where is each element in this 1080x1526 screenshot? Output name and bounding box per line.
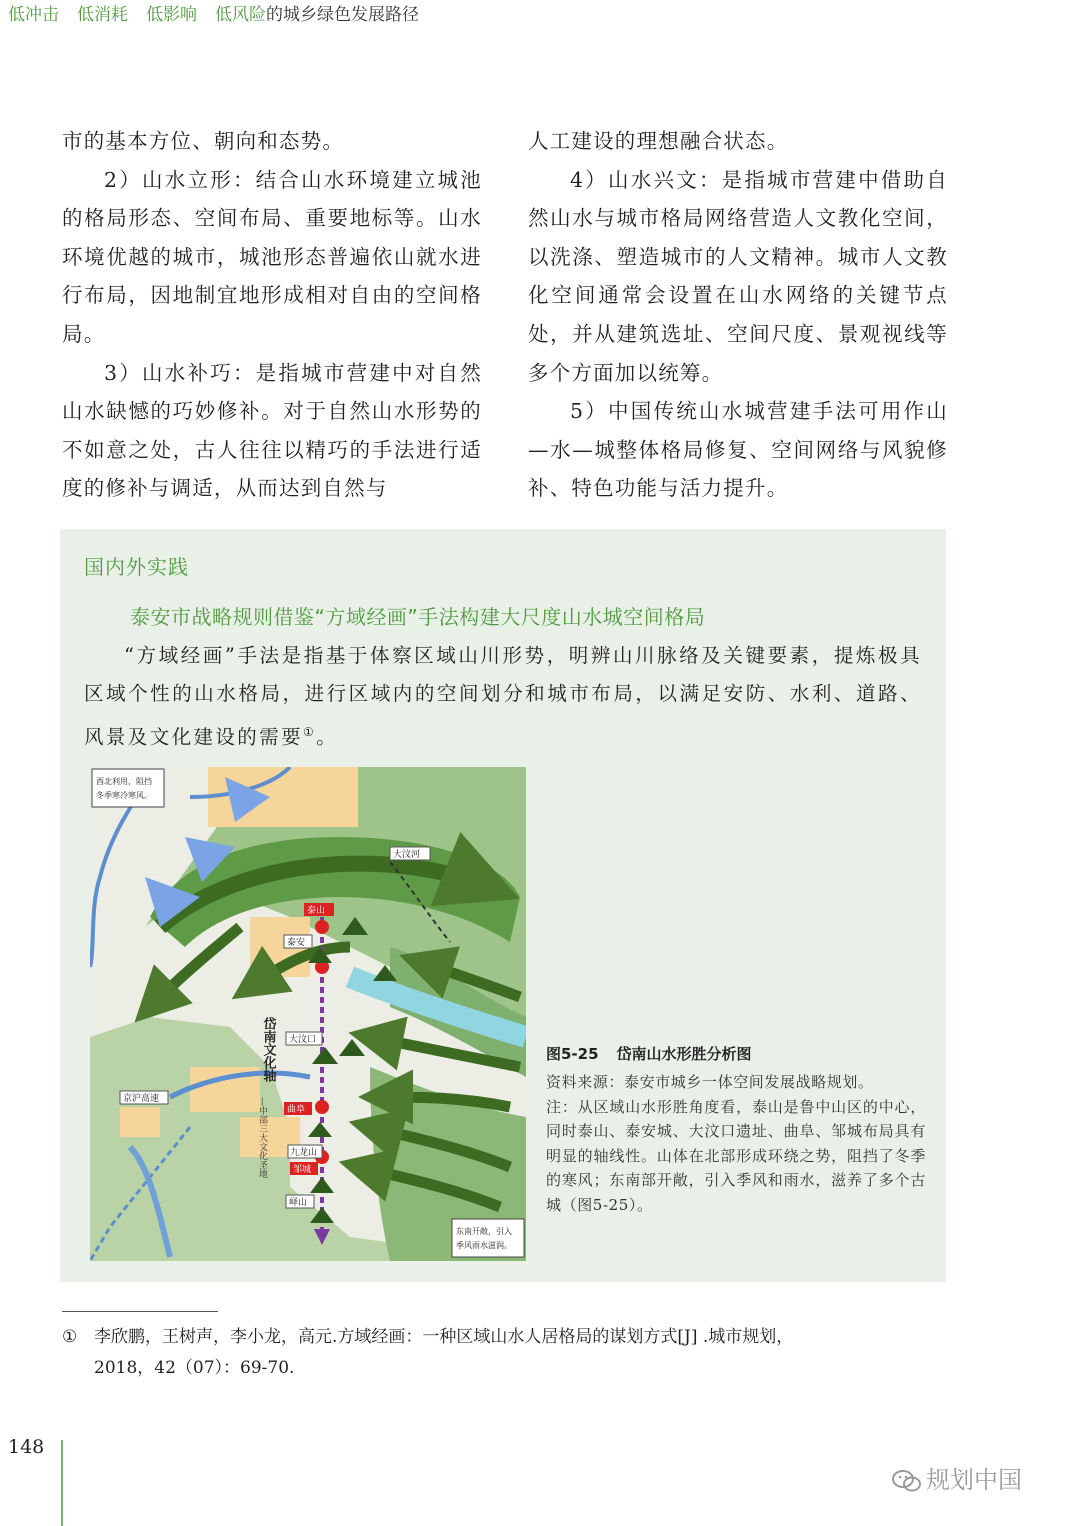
map-label-jiulongshan: 九龙山 (290, 1148, 318, 1158)
paragraph: 5）中国传统山水城营建手法可用作山—水—城整体格局修复、空间网络与风貌修补、特色功能与活力提升。 (528, 399, 948, 501)
case-study-box (60, 529, 946, 1282)
map-label-taian: 泰安 (287, 938, 306, 948)
footnote-divider (62, 1311, 218, 1312)
paragraph: 人工建设的理想融合状态。 (528, 129, 789, 153)
watermark-text: 规划中国 (926, 1466, 1022, 1494)
map-legend-nw-line: 冬季寒冷寒风。 (96, 791, 152, 800)
right-column (528, 122, 948, 508)
map-label-zoucheng: 邹城 (293, 1165, 312, 1175)
paragraph: 2）山水立形：结合山水环境建立城池的格局形态、空间布局、重要地标等。山水环境优越的城市，城池形态普遍依山就水进行布局，因地制宜地形成相对自由的空间格局。 (62, 167, 482, 346)
footnote-marker: ① (303, 725, 317, 739)
box-body-end: 。 (316, 725, 339, 749)
footnote-line (62, 1322, 952, 1353)
figure-title (546, 1043, 926, 1064)
header-suffix: 的城乡绿色发展路径 (266, 5, 419, 25)
footnote-line: 2018，42（07）：69-70. (94, 1358, 295, 1378)
paragraph: 3）山水补巧：是指城市营建中对自然山水缺憾的巧妙修补。对于自然山水形势的不如意之处，古人往往以精巧的手法进行适度的修补与调适，从而达到自然与 (62, 360, 482, 501)
map-label-axis: 岱南文化轴 (260, 1017, 276, 1082)
header-item: 低风险 (215, 5, 266, 25)
watermark (892, 1460, 1022, 1495)
header-item: 低冲击 (8, 5, 59, 25)
paragraph: 市的基本方位、朝向和态势。 (62, 129, 345, 153)
figure-title-text: 岱南山水形胜分析图 (616, 1045, 752, 1063)
map-label-taishan: 泰山 (307, 906, 326, 916)
header-item: 低消耗 (77, 5, 128, 25)
footnote-text: 李欣鹏，王树声，李小龙，高元.方域经画：一种区域山水人居格局的谋划方式[J] .城市规划， (94, 1327, 794, 1347)
landscape-analysis-map (90, 767, 526, 1261)
box-label: 国内外实践 (84, 555, 189, 579)
map-label-yishan: 峄山 (289, 1198, 308, 1208)
page-number: 148 (8, 1436, 45, 1458)
paragraph: 4）山水兴文：是指城市营建中借助自然山水与城市格局网络营造人文教化空间，以洗涤、塑造城市的人文精神。城市人文教化空间通常会设置在山水网络的关键节点处，并从建筑选址、空间尺度、景观视线等多个方面加以统筹。 (528, 167, 948, 385)
box-title: 泰安市战略规则借鉴“方域经画”手法构建大尺度山水城空间格局 (130, 605, 706, 629)
wechat-icon (892, 1469, 922, 1493)
map-label-road: 京沪高速 (123, 1094, 160, 1104)
page-margin-rule (61, 1440, 63, 1526)
map-label-dawenkou: 大汶口 (289, 1035, 317, 1045)
figure-caption (546, 1043, 926, 1217)
map-legend-se-line: 季风雨水滋润。 (456, 1241, 512, 1250)
box-body (84, 637, 922, 757)
running-header (8, 0, 419, 34)
map-label-river: 大汶河 (393, 850, 421, 860)
footnote-number: ① (62, 1327, 78, 1347)
figure-note: 注：从区域山水形胜角度看，泰山是鲁中山区的中心，同时泰山、泰安城、大汶口遗址、曲阜、邹城布局具有明显的轴线性。山体在北部形成环绕之势，阻挡了冬季的寒风；东南部开敞，引入季风和雨水，滋养了多个古城（图5-25）。 (546, 1097, 926, 1214)
map-label-qufu: 曲阜 (287, 1105, 306, 1115)
footnote (62, 1322, 952, 1384)
figure-number: 图5-25 (546, 1045, 599, 1063)
figure-source: 资料来源：泰安市城乡一体空间发展战略规划。 (546, 1073, 874, 1091)
header-item: 低影响 (146, 5, 197, 25)
map-legend-nw-line: 西北利用，阻挡 (96, 777, 152, 786)
map-legend-se-line: 东南开敞，引入 (456, 1227, 512, 1236)
left-column (62, 122, 482, 508)
box-body-text: “方域经画”手法是指基于体察区域山川形势，明辨山川脉络及关键要素，提炼极具区域个性的山水格局，进行区域内的空间划分和城市布局，以满足安防、水利、道路、风景及文化建设的需要 (84, 644, 922, 749)
map-label-axis-sub: —中部三大文化圣地 (257, 1097, 267, 1178)
